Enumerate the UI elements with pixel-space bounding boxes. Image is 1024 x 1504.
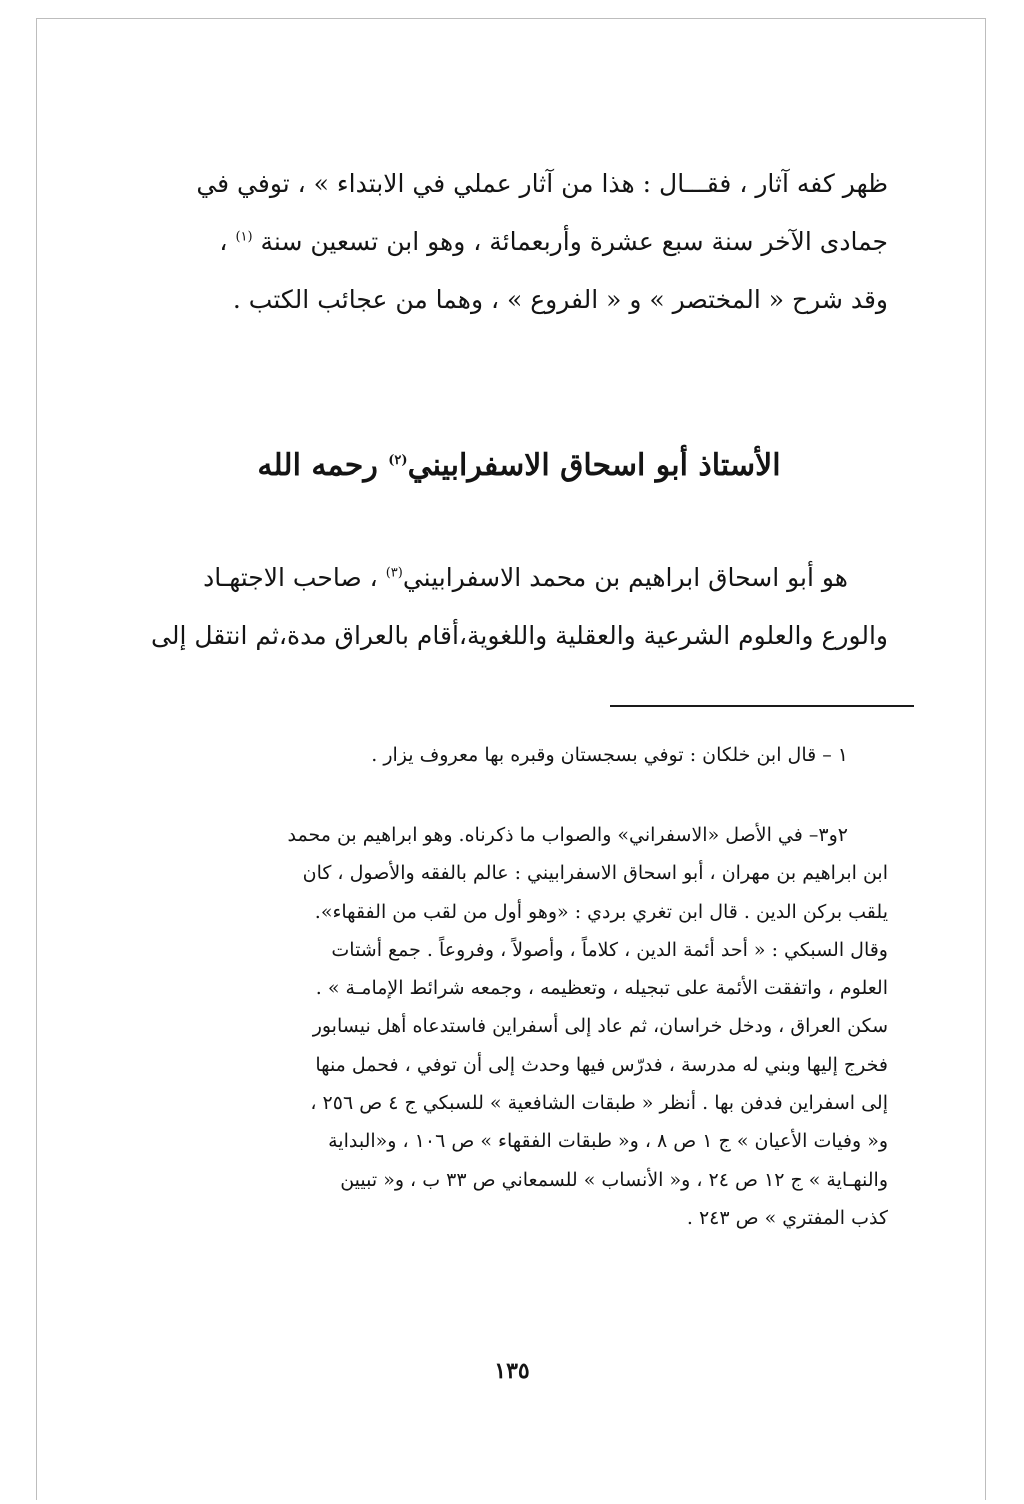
footnote-line: ٢و٣– في الأصل «الاسفراني» والصواب ما ذكرناه. وهو ابراهيم بن محمد <box>287 824 848 846</box>
footnote-line: و« وفيات الأعيان » ج ١ ص ٨ ، و« طبقات الفقهاء » ص ١٠٦ ، و«البداية <box>328 1130 888 1153</box>
main-paragraph-end: ، صاحب الاجتهـاد <box>203 563 378 592</box>
footnote-line: ١ – قال ابن خلكان : توفي بسجستان وقبره بها معروف يزار . <box>371 744 848 766</box>
footnote-2-3 <box>150 816 888 1237</box>
top-paragraph <box>150 155 888 329</box>
heading-suffix: رحمه الله <box>257 448 378 483</box>
footnote-line: وقال السبكي : « أحد أئمة الدين ، كلاماً ، وأصولاً ، وفروعاً . جمع أشتات <box>331 938 888 961</box>
footnote-1 <box>150 736 888 774</box>
footnote-line: والنهـاية » ج ١٢ ص ٢٤ ، و« الأنساب » للسمعاني ص ٣٣ ب ، و« تبيين <box>340 1168 888 1191</box>
footnote-rule <box>610 705 914 707</box>
heading-title: الأستاذ أبو اسحاق الاسفرابيني <box>407 448 781 483</box>
top-paragraph-line: ظهر كفه آثار ، فقـــال : هذا من آثار عملي في الابتداء » ، توفي في <box>196 169 888 198</box>
footnote-line: فخرج إليها وبني له مدرسة ، فدرّس فيها وحدث إلى أن توفي ، فحمل منها <box>315 1053 888 1076</box>
footnote-line: سكن العراق ، ودخل خراسان، ثم عاد إلى أسفراين فاستدعاه أهل نيسابور <box>312 1015 888 1038</box>
section-heading <box>150 436 888 496</box>
footnote-line: كذب المفتري » ص ٢٤٣ . <box>686 1206 888 1229</box>
footnote-line: إلى اسفراين فدفن بها . أنظر « طبقات الشافعية » للسبكي ج ٤ ص ٢٥٦ ، <box>310 1092 888 1115</box>
top-paragraph-line-text: جمادى الآخر سنة سبع عشرة وأربعمائة ، وهو ابن تسعين سنة <box>260 227 888 256</box>
main-paragraph-line: والورع والعلوم الشرعية والعقلية واللغوية،أقام بالعراق مدة،ثم انتقل إلى <box>151 621 888 650</box>
footnote-marker: (١) <box>235 229 253 245</box>
footnote-line: العلوم ، واتفقت الأئمة على تبجيله ، وتعظيمه ، وجمعه شرائط الإمامـة » . <box>315 977 888 1000</box>
footnote-line: ابن ابراهيم بن مهران ، أبو اسحاق الاسفرابيني : عالم بالفقه والأصول ، كان <box>302 862 888 885</box>
page-number: ١٣٥ <box>494 1358 530 1384</box>
top-paragraph-line: وقد شرح « المختصر » و « الفروع » ، وهما من عجائب الكتب . <box>232 285 888 314</box>
main-paragraph-start: هو أبو اسحاق ابراهيم بن محمد الاسفرابيني <box>402 563 848 592</box>
top-paragraph-line <box>150 213 888 271</box>
footnote-marker: (٢) <box>388 453 408 468</box>
footnote-line: يلقب بركن الدين . قال ابن تغري بردي : «وهو أول من لقب من الفقهاء». <box>314 900 888 923</box>
main-paragraph-line <box>150 549 888 607</box>
punctuation: ، <box>219 227 228 256</box>
footnote-marker: (٣) <box>385 565 403 581</box>
main-paragraph <box>150 549 888 665</box>
